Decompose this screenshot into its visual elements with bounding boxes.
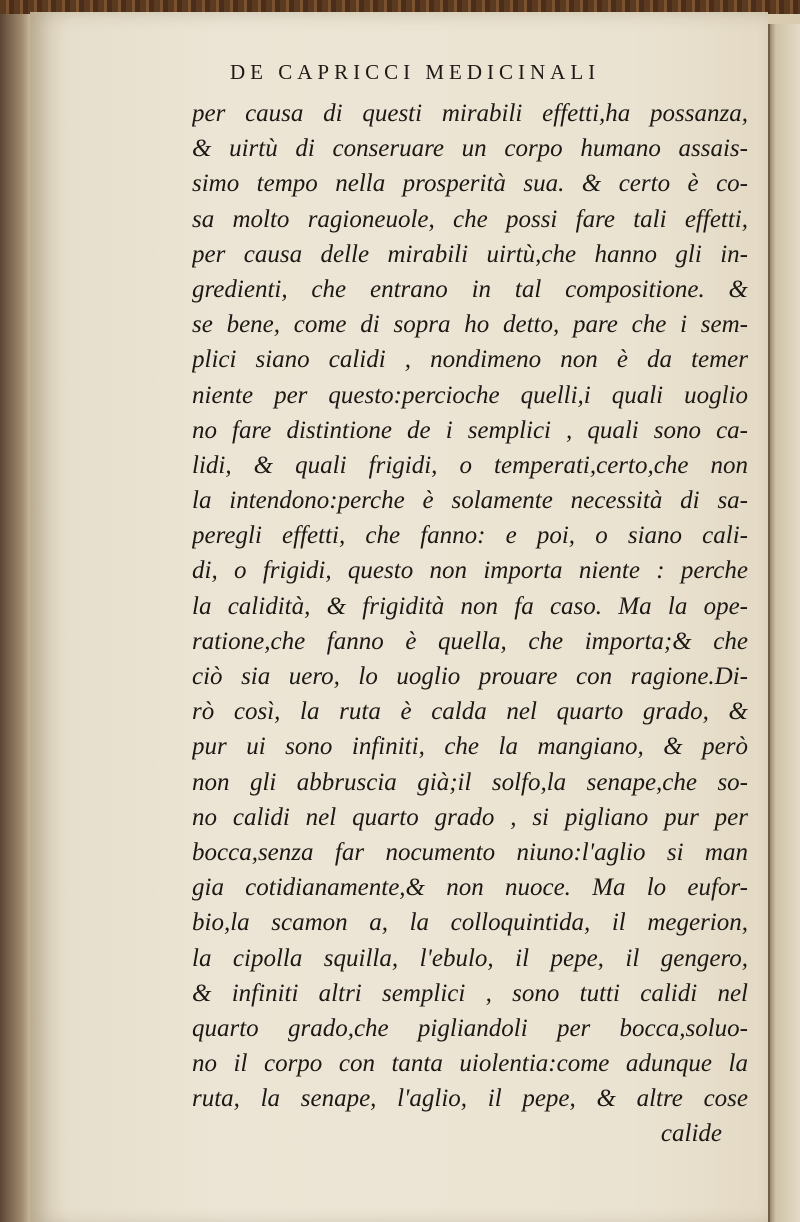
text-line: lidi, & quali frigidi, o temperati,certo,che non	[192, 451, 748, 479]
text-line: ruta, la senape, l'aglio, il pepe, & altre cose	[192, 1085, 748, 1113]
text-line: no calidi nel quarto grado , si pigliano pur per	[192, 803, 748, 831]
text-line: pur ui sono infiniti, che la mangiano, & però	[192, 733, 748, 761]
text-line: rò così, la ruta è calda nel quarto grado, &	[192, 698, 748, 726]
text-line: gredienti, che entrano in tal compositione. &	[192, 275, 748, 303]
text-line: no il corpo con tanta uiolentia:come adunque la	[192, 1050, 748, 1078]
text-line: bio,la scamon a, la colloquintida, il megerion,	[192, 909, 748, 937]
text-line: gia cotidianamente,& non nuoce. Ma lo eufor-	[192, 874, 748, 902]
text-line: & infiniti altri semplici , sono tutti calidi nel	[192, 979, 748, 1007]
text-line: per causa di questi mirabili effetti,ha possanza,	[192, 100, 748, 127]
text-line: di, o frigidi, questo non importa niente : perche	[192, 557, 748, 585]
text-line: bocca,senza far nocumento niuno:l'aglio si man	[192, 838, 748, 866]
text-line: non gli abbrusciа già;il solfo,la senape,che so-	[192, 768, 748, 796]
text-line: la cipolla squilla, l'ebulo, il pepe, il gengero,	[192, 944, 748, 972]
text-line: simo tempo nella prosperità sua. & certo è co-	[192, 170, 748, 198]
text-line: no fare distintione de i semplici , quali sono ca-	[192, 416, 748, 444]
text-line: la calidità, & frigidità non fa caso. Ma la ope-	[192, 592, 748, 620]
text-line: niente per questo:percioche quelli,i quali uoglio	[192, 381, 748, 409]
text-line: per causa delle mirabili uirtù,che hanno gli in-	[192, 240, 748, 268]
body-text	[192, 96, 748, 1152]
running-head: DE CAPRICCI MEDICINALI	[230, 60, 601, 84]
text-line: se bene, come di sopra ho detto, pare che i sem-	[192, 311, 748, 339]
text-line: ratione,che fanno è quella, che importa;& che	[192, 627, 748, 655]
text-line: la intendono:perche è solamente necessità di sa-	[192, 487, 748, 515]
text-line: sa molto ragioneuole, che possi fare tali effetti,	[192, 205, 748, 233]
catchword: calide	[660, 1120, 722, 1148]
adjacent-page-edge	[768, 24, 800, 1222]
text-line: & uirtù di conseruare un corpo humano assais-	[192, 135, 748, 163]
text-line: plici siano calidi , nondimeno non è da temer	[192, 346, 748, 374]
text-line: quarto grado,che pigliandoli per bocca,soluo-	[192, 1014, 748, 1042]
text-line: peregli effetti, che fanno: e poi, o siano cali-	[192, 522, 748, 550]
text-line: ciò sia uero, lo uoglio prouare con ragione.Di-	[192, 663, 748, 690]
